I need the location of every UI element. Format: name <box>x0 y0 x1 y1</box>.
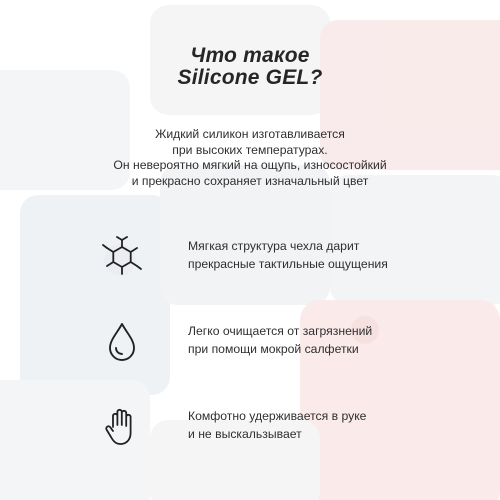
feature-easy-clean <box>100 320 440 366</box>
hand-icon <box>100 405 144 449</box>
water-drop-icon <box>100 320 144 364</box>
intro-line: при высоких температурах. <box>172 142 328 157</box>
intro-line: и прекрасно сохраняет изначальный цвет <box>131 173 369 188</box>
intro-line: Он невероятно мягкий на ощупь, износостойкий <box>113 158 387 172</box>
feature-line: прекрасные тактильные ощущения <box>188 257 388 271</box>
feature-line: Легко очищается от загрязнений <box>188 324 373 338</box>
feature-comfortable-grip <box>100 405 440 451</box>
feature-line: Мягкая структура чехла дарит <box>188 239 360 253</box>
feature-line: Комфотно удерживается в руке <box>188 409 367 423</box>
feature-line: при помощи мокрой салфетки <box>188 342 359 356</box>
title-line-2: Silicone GEL? <box>177 66 323 89</box>
intro-paragraph <box>60 127 440 189</box>
feature-line: и не выскальзывает <box>188 427 302 441</box>
feature-text <box>188 237 448 273</box>
feature-text <box>188 407 448 443</box>
feature-soft-structure <box>100 235 440 281</box>
molecule-icon <box>100 235 144 279</box>
feature-text <box>188 322 448 358</box>
title-line-1: Что такое <box>190 44 310 67</box>
intro-line: Жидкий силикон изготавливается <box>155 127 345 141</box>
